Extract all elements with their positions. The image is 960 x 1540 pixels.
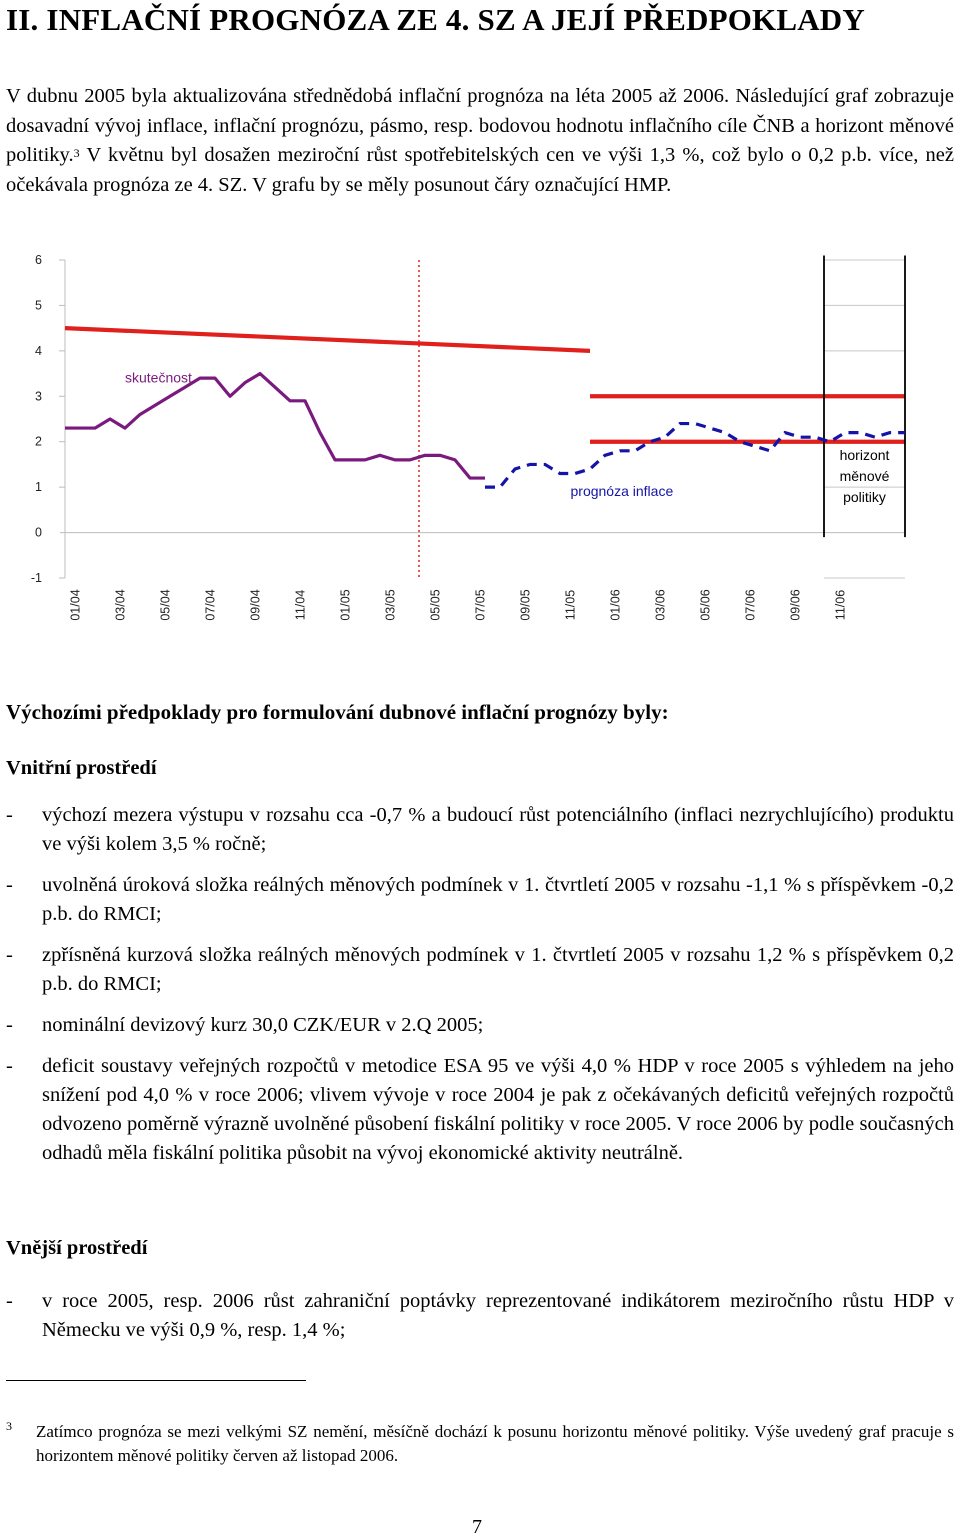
chart-labels <box>125 370 890 505</box>
x-tick-label: 03/04 <box>113 589 128 621</box>
intro-text-continued: V květnu byl dosažen meziroční růst spotřebitelských cen ve výši 1,3 %, což bylo o 0,2 p.b. více, než očekávala prognóza ze 4. SZ. V grafu by se měly posunout čáry označující HMP. <box>6 144 954 196</box>
bullet-text: deficit soustavy veřejných rozpočtů v metodice ESA 95 ve výši 4,0 % HDP v roce 2005 s výhledem na jeho snížení pod 4,0 % v roce 2006; vlivem vývoje v roce 2004 je pak z očekávaných deficitů veřejných rozpočtů odvozeno poměrně výrazně uvolněné působení fiskální politiky v roce 2005. V roce 2006 by podle současných odhadů měla fiskální politika působit na vývoj ekonomické aktivity neutrálně. <box>42 1055 954 1164</box>
inflation-chart <box>0 222 960 642</box>
y-tick-label: 2 <box>35 434 42 449</box>
x-tick-label: 11/06 <box>833 589 848 621</box>
bullet-text: v roce 2005, resp. 2006 růst zahraniční poptávky reprezentované indikátorem meziročního růstu HDP v Německu ve výši 0,9 %, resp. 1,4 %; <box>42 1290 954 1341</box>
x-tick-label: 07/05 <box>473 589 488 621</box>
chart-series <box>65 374 905 488</box>
list-item <box>6 1052 954 1168</box>
list-item <box>6 1011 954 1040</box>
x-tick-label: 09/04 <box>248 589 263 621</box>
x-tick-label: 01/04 <box>68 589 83 621</box>
chart-axes <box>31 253 905 621</box>
x-tick-label: 01/06 <box>608 589 623 621</box>
chart-annotation: horizont <box>839 446 890 463</box>
footnote <box>6 1420 954 1468</box>
assumptions-heading: Výchozími předpoklady pro formulování dubnové inflační prognózy byly: <box>6 700 669 724</box>
bullet-dash: - <box>6 944 13 966</box>
y-tick-label: 4 <box>35 343 42 358</box>
list-item <box>6 941 954 999</box>
bullet-dash: - <box>6 1290 13 1312</box>
x-tick-label: 07/06 <box>743 589 758 621</box>
list-item <box>6 871 954 929</box>
bullet-text: zpřísněná kurzová složka reálných měnových podmínek v 1. čtvrtletí 2005 v rozsahu 1,2 % s příspěvkem 0,2 p.b. do RMCI; <box>42 944 954 995</box>
chart-annotation: skutečnost <box>125 369 192 386</box>
x-tick-label: 05/06 <box>698 589 713 621</box>
external-list <box>6 1287 954 1357</box>
page-title: II. INFLAČNÍ PROGNÓZA ZE 4. SZ A JEJÍ PŘEDPOKLADY <box>6 2 865 37</box>
footnote-ref: 3 <box>73 146 80 160</box>
intro-text: V dubnu 2005 byla aktualizována střednědobá inflační prognóza na léta 2005 až 2006. Následující graf zobrazuje dosavadní vývoj inflace, inflační prognózu, pásmo, resp. bodovou hodnotu inflačního cíle ČNB a horizont měnové politiky. <box>6 85 954 166</box>
x-tick-label: 01/05 <box>338 589 353 621</box>
list-item <box>6 1287 954 1345</box>
bullet-text: výchozí mezera výstupu v rozsahu cca -0,7 % a budoucí růst potenciálního (inflaci nezrychlujícího) produktu ve výši kolem 3,5 % ročně; <box>42 804 954 855</box>
bullet-dash: - <box>6 1014 13 1036</box>
x-tick-label: 07/04 <box>203 589 218 621</box>
x-tick-label: 03/05 <box>383 589 398 621</box>
bullet-text: nominální devizový kurz 30,0 CZK/EUR v 2.Q 2005; <box>42 1014 484 1036</box>
internal-list <box>6 801 954 1180</box>
y-tick-label: 5 <box>35 298 42 313</box>
y-tick-label: 6 <box>35 253 42 267</box>
footnote-text: Zatímco prognóza se mezi velkými SZ nemění, měsíčně dochází k posunu horizontu měnové politiky. Výše uvedený graf pracuje s horizontem měnové politiky červen až listopad 2006. <box>36 1422 954 1465</box>
footnote-number: 3 <box>6 1419 12 1433</box>
external-heading: Vnější prostředí <box>6 1237 148 1259</box>
x-tick-label: 05/05 <box>428 589 443 621</box>
chart-annotation: prognóza inflace <box>570 483 674 500</box>
x-tick-label: 03/06 <box>653 589 668 621</box>
y-tick-label: -1 <box>30 571 42 585</box>
target-line <box>65 328 590 351</box>
bullet-dash: - <box>6 1055 13 1077</box>
x-tick-label: 05/04 <box>158 589 173 621</box>
x-tick-label: 09/05 <box>518 589 533 621</box>
bullet-text: uvolněná úroková složka reálných měnových podmínek v 1. čtvrtletí 2005 v rozsahu -1,1 % s příspěvkem -0,2 p.b. do RMCI; <box>42 874 954 925</box>
y-tick-label: 0 <box>35 525 42 540</box>
internal-heading: Vnitřní prostředí <box>6 757 157 779</box>
bullet-dash: - <box>6 804 13 826</box>
x-tick-label: 09/06 <box>788 589 803 621</box>
chart-annotation: politiky <box>843 488 886 505</box>
x-tick-label: 11/05 <box>563 589 578 621</box>
y-tick-label: 3 <box>35 389 42 404</box>
y-tick-label: 1 <box>35 480 42 495</box>
bullet-dash: - <box>6 874 13 896</box>
page-number: 7 <box>472 1516 482 1538</box>
list-item <box>6 801 954 859</box>
footnote-divider <box>6 1380 306 1381</box>
actual-line <box>65 374 485 478</box>
chart-grid <box>824 260 905 578</box>
horizon-lines <box>419 255 905 578</box>
chart-annotation: měnové <box>839 467 890 484</box>
intro-paragraph <box>6 82 954 200</box>
x-tick-label: 11/04 <box>293 589 308 621</box>
